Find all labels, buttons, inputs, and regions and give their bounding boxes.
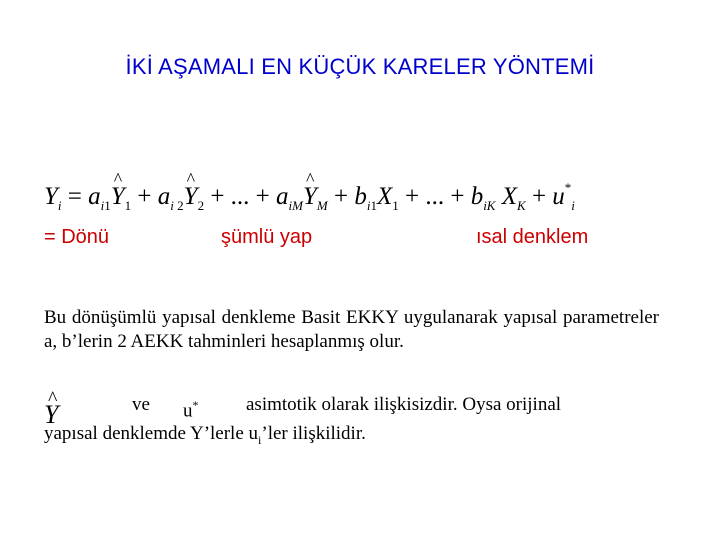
y-hat-symbol: ^ Y (44, 400, 58, 430)
structural-equation: $Y_i$ = $a_{i1}\^{}$ $Y_1$ + $a_{i 2}\^{}$ $Y_2$ + ... + $a_{iM}\^{}$ $Y_M + b_{i1}X_1$ + ... + $b_{iK}$ $X_K + u^*_i$ (44, 180, 674, 214)
slide-title: İKİ AŞAMALI EN KÜÇÜK KARELER YÖNTEMİ (125, 54, 595, 79)
equation-label-part-2: şümlü yap (221, 226, 313, 248)
paragraph-asymptotic: asimtotik olarak ilişkisizdir. Oysa orijinal (246, 394, 562, 415)
paragraph-u-star: u* (183, 398, 199, 422)
paragraph-estimation: Bu dönüşümlü yapısal denkleme Basit EKKY uygulanarak yapısal parametreler a, b’lerin 2 AEKK tahminleri hesaplanmış olur. (44, 307, 659, 352)
equation-label-part-3: ısal denklem (476, 226, 589, 248)
correlation-text-b: ’ler ilişkilidir. (261, 423, 366, 444)
equation-label-part-1: = Dönü (44, 226, 110, 248)
paragraph-ve: ve (132, 394, 150, 415)
correlation-text-a: yapısal denklemde Y’lerle u (44, 423, 259, 444)
correlation-sub: i (258, 432, 262, 447)
u-symbol: u (183, 400, 193, 422)
paragraph-correlation (44, 422, 366, 452)
